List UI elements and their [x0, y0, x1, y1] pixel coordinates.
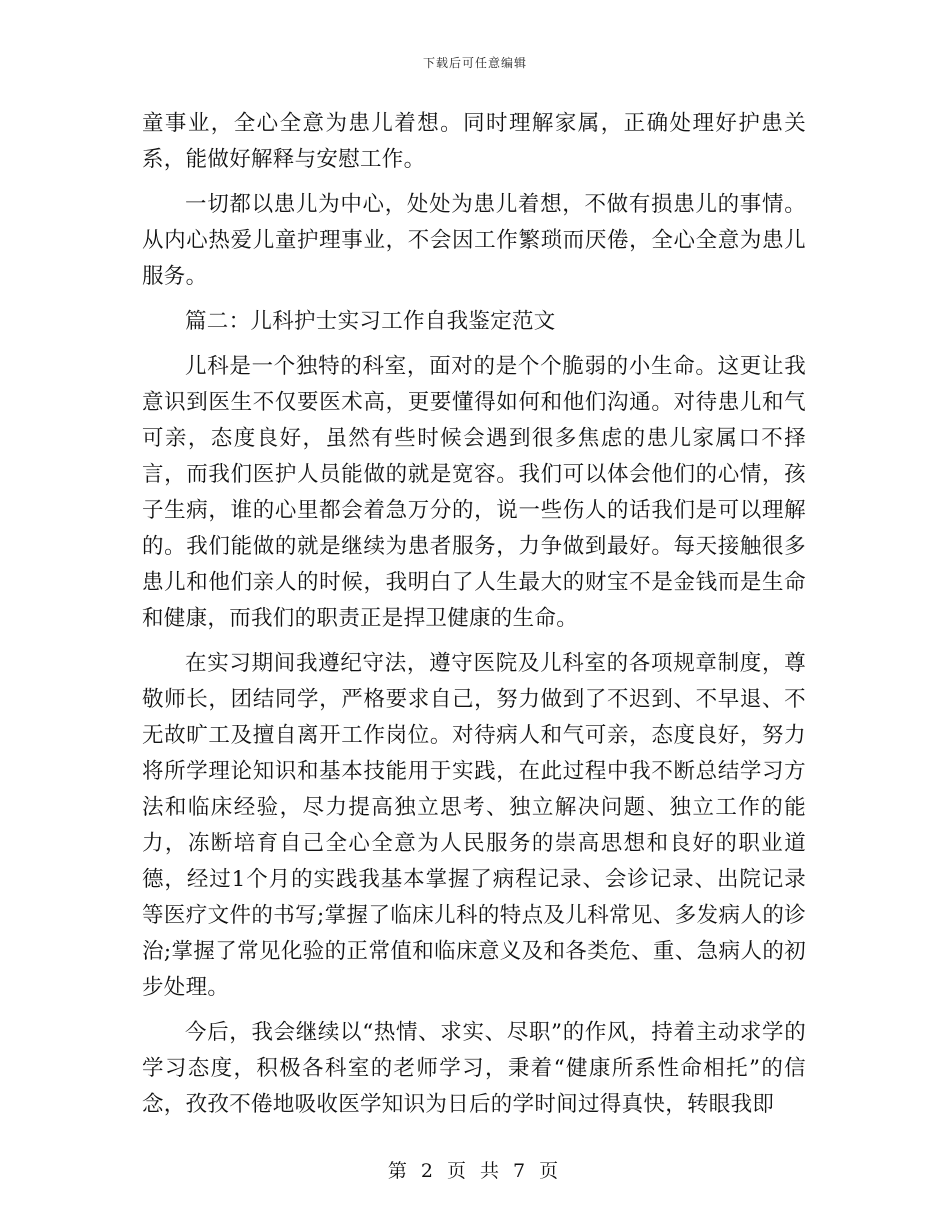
section-heading: 篇二：儿科护士实习工作自我鉴定范文 [185, 309, 556, 334]
paragraph-4: 在实习期间我遵纪守法，遵守医院及儿科室的各项规章制度，尊敬师长，团结同学，严格要求自己，努力做到了不迟到、不早退、不无故旷工及擅自离开工作岗位。对待病人和气可亲，态度良好，努力将所学理论知识和基本技能用于实践，在此过程中我不断总结学习方法和临床经验，尽力提高独立思考、独立解决问题、独立工作的能力，冻断培育自己全心全意为人民服务的崇高思想和良好的职业道德，经过1个月的实践我基本掌握了病程记录、会诊记录、出院记录等医疗文件的书写;掌握了临床儿科的特点及儿科常见、多发病人的诊治;掌握了常见化验的正常值和临床意义及和各类危、重、急病人的初步处理。 [142, 651, 806, 1000]
paragraph-3: 儿科是一个独特的科室，面对的是个个脆弱的小生命。这更让我意识到医生不仅要医术高，更要懂得如何和他们沟通。对待患儿和气可亲，态度良好，虽然有些时候会遇到很多焦虑的患儿家属口不择言，而我们医护人员能做的就是宽容。我们可以体会他们的心情，孩子生病，谁的心里都会着急万分的，说一些伤人的话我们是可以理解的。我们能做的就是继续为患者服务，力争做到最好。每天接触很多患儿和他们亲人的时候，我明白了人生最大的财宝不是金钱而是生命和健康，而我们的职责正是捍卫健康的生命。 [142, 354, 806, 631]
document-body [142, 106, 806, 1132]
page-header: 下载后可任意编辑 [422, 56, 527, 70]
paragraph-5: 今后，我会继续以“热情、求实、尽职”的作风，持着主动求学的学习态度，积极各科室的老师学习，秉着“健康所系性命相托”的信念，孜孜不倦地吸收医学知识为日后的学时间过得真快，转眼我即 [142, 1020, 806, 1117]
paragraph-1: 童事业，全心全意为患儿着想。同时理解家属，正确处理好护患关系，能做好解释与安慰工作。 [142, 111, 806, 172]
paragraph-2: 一切都以患儿为中心，处处为患儿着想，不做有损患儿的事情。从内心热爱儿童护理事业，不会因工作繁琐而厌倦，全心全意为患儿服务。 [142, 192, 806, 289]
page-number: 第 2 页 共 7 页 [387, 1160, 563, 1182]
